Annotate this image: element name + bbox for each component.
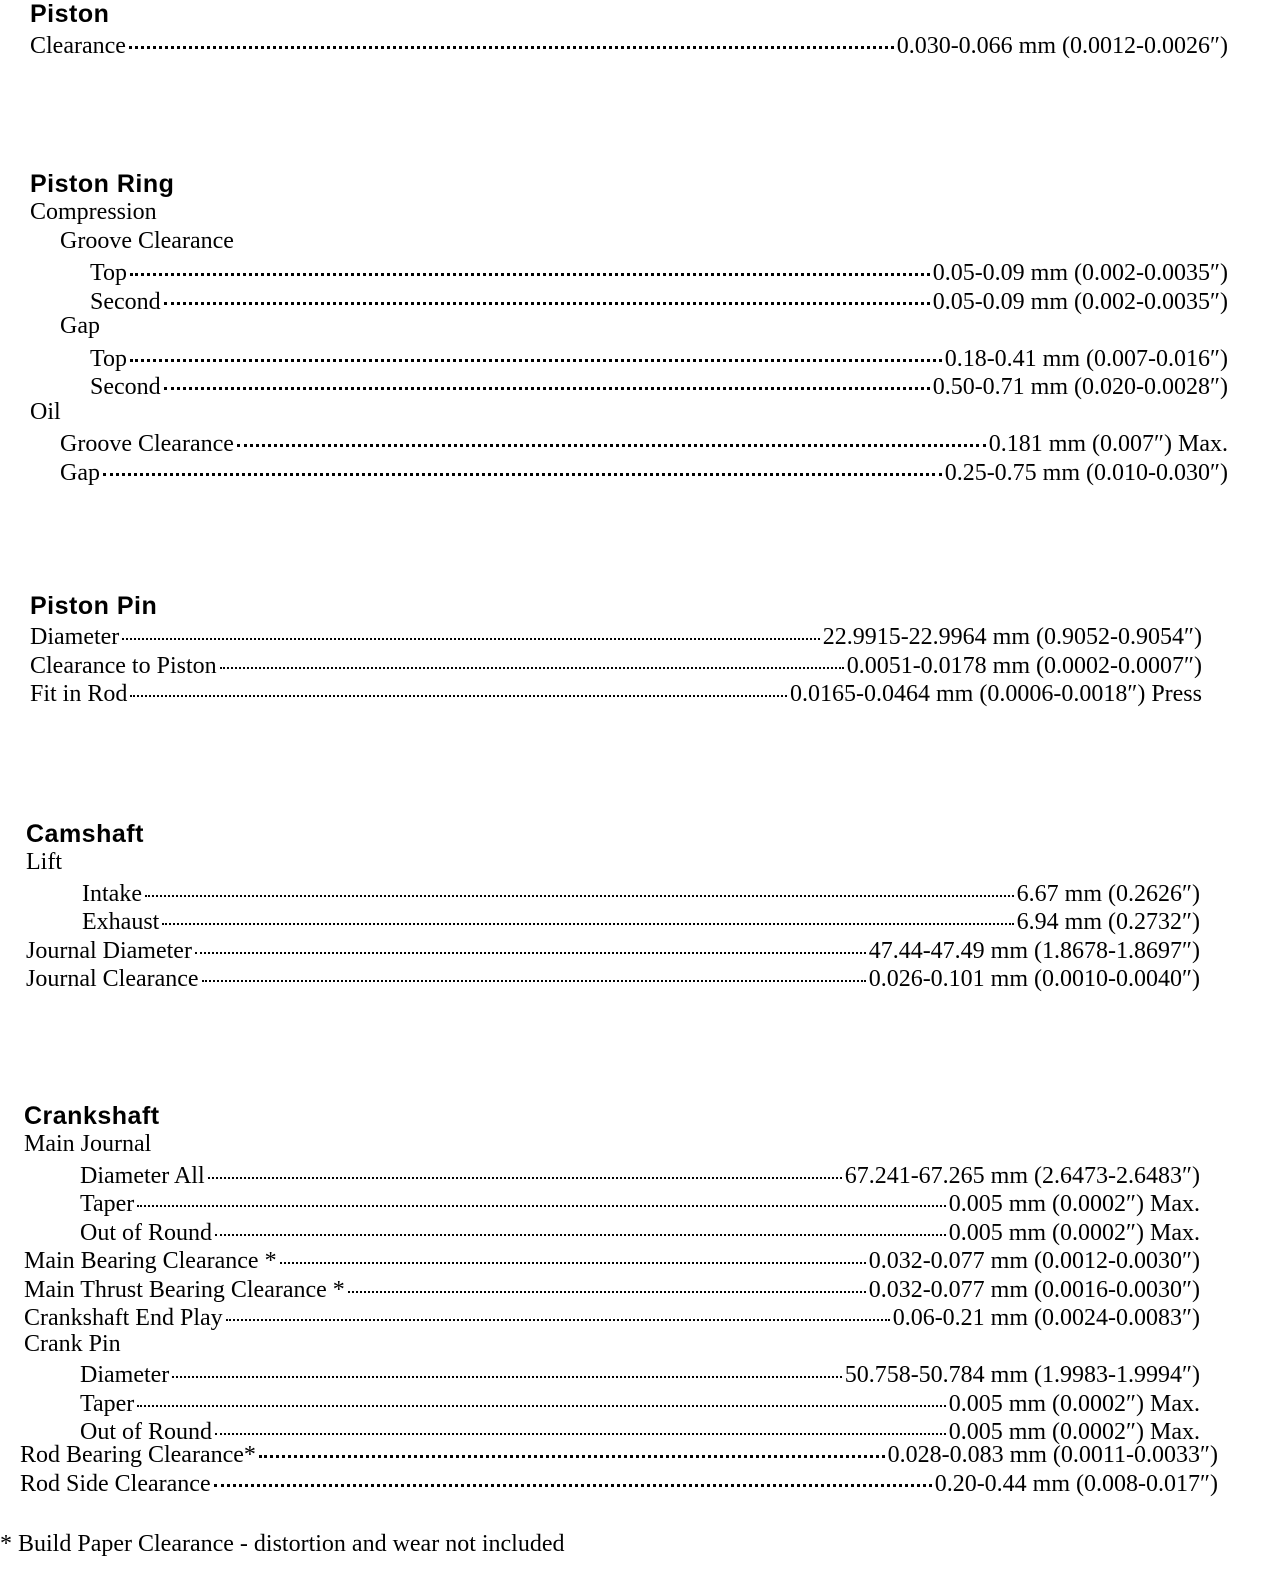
spec-label: Intake: [82, 880, 142, 907]
spec-value: 0.032-0.077 mm (0.0012-0.0030″): [868, 1248, 1200, 1274]
spec-label: Main Bearing Clearance *: [24, 1248, 277, 1274]
spec-label: Fit in Rod: [30, 681, 128, 707]
spec-label: Diameter All: [80, 1162, 205, 1189]
spec-row: [26, 962, 1200, 991]
dot-leader: [172, 1354, 841, 1378]
dot-leader: [129, 24, 894, 49]
spec-value: 0.0051-0.0178 mm (0.0002-0.0007″): [846, 652, 1202, 679]
spec-label: Rod Side Clearance: [20, 1470, 211, 1497]
dot-leader: [214, 1462, 932, 1487]
spec-value: 0.032-0.077 mm (0.0016-0.0030″): [868, 1276, 1200, 1303]
spec-value: 0.20-0.44 mm (0.008-0.017″): [934, 1470, 1218, 1497]
spec-label: Main Thrust Bearing Clearance *: [24, 1276, 345, 1303]
spec-label: Diameter: [80, 1362, 170, 1388]
spec-value: 0.005 mm (0.0002″) Max.: [948, 1390, 1200, 1417]
dot-leader: [208, 1155, 842, 1179]
section-title: Camshaft: [26, 820, 144, 848]
spec-value: 0.06-0.21 mm (0.0024-0.0083″): [892, 1305, 1200, 1331]
spec-row: [30, 369, 1228, 398]
spec-value: 6.67 mm (0.2626″): [1016, 880, 1200, 907]
spec-label: Out of Round: [80, 1419, 212, 1445]
spec-label: Journal Diameter: [26, 937, 192, 964]
spec-value: 47.44-47.49 mm (1.8678-1.8697″): [868, 937, 1200, 964]
footnote: * Build Paper Clearance - distortion and wear not included: [0, 1531, 565, 1557]
section-title: Piston Pin: [30, 592, 158, 620]
section-piston-ring: [30, 170, 1228, 486]
spec-label: Second: [90, 288, 161, 315]
spec-label: Top: [90, 345, 127, 372]
spec-label: Out of Round: [80, 1219, 212, 1246]
section-crankshaft: [24, 1102, 1200, 1444]
dot-leader: [280, 1240, 866, 1264]
section-camshaft: [26, 820, 1200, 991]
spec-value: 0.18-0.41 mm (0.007-0.016″): [944, 345, 1228, 372]
spec-value: 67.241-67.265 mm (2.6473-2.6483″): [844, 1162, 1200, 1189]
dot-leader: [215, 1411, 946, 1435]
spec-row: [24, 1301, 1200, 1330]
spec-value: 0.50-0.71 mm (0.020-0.0028″): [932, 374, 1228, 400]
spec-row: [30, 455, 1228, 484]
dot-leader: [195, 930, 866, 954]
dot-leader: [220, 645, 844, 669]
spec-label: Taper: [80, 1390, 135, 1417]
spec-label: Crankshaft End Play: [24, 1305, 223, 1331]
spec-label: Rod Bearing Clearance*: [20, 1442, 256, 1468]
spec-group-label: Main Journal: [24, 1131, 152, 1157]
spec-value: 0.0165-0.0464 mm (0.0006-0.0018″) Press: [790, 681, 1202, 707]
dot-leader: [259, 1433, 885, 1458]
spec-value: 0.030-0.066 mm (0.0012-0.0026″): [896, 33, 1228, 59]
dot-leader: [348, 1269, 866, 1293]
spec-group-label: Lift: [26, 849, 62, 875]
spec-group-label: Oil: [30, 398, 61, 425]
dot-leader: [215, 1212, 946, 1236]
spec-row: [30, 284, 1228, 313]
spec-label: Taper: [80, 1191, 135, 1217]
spec-label: Journal Clearance: [26, 966, 199, 992]
spec-value: 6.94 mm (0.2732″): [1016, 909, 1200, 935]
dot-leader: [162, 901, 1013, 925]
dot-leader: [130, 673, 787, 697]
dot-leader: [237, 422, 986, 447]
spec-value: 0.05-0.09 mm (0.002-0.0035″): [932, 288, 1228, 315]
section-piston: [30, 0, 1228, 57]
dot-leader: [130, 251, 930, 276]
section-title: Piston Ring: [30, 170, 175, 198]
spec-value: 0.05-0.09 mm (0.002-0.0035″): [932, 260, 1228, 286]
section-title: Crankshaft: [24, 1102, 160, 1130]
spec-subgroup-label: Groove Clearance: [60, 227, 234, 254]
spec-group-label: Compression: [30, 199, 157, 225]
spec-value: 0.005 mm (0.0002″) Max.: [948, 1191, 1200, 1217]
spec-row: [30, 677, 1202, 706]
spec-value: 0.028-0.083 mm (0.0011-0.0033″): [887, 1442, 1218, 1468]
spec-value: 0.181 mm (0.007″) Max.: [988, 431, 1228, 457]
spec-value: 50.758-50.784 mm (1.9983-1.9994″): [844, 1362, 1200, 1388]
spec-subgroup-label: Gap: [60, 313, 100, 339]
spec-value: 0.25-0.75 mm (0.010-0.030″): [944, 459, 1228, 486]
dot-leader: [137, 1183, 945, 1207]
spec-group-label: Crank Pin: [24, 1330, 121, 1357]
dot-leader: [226, 1297, 890, 1321]
dot-leader: [202, 958, 866, 982]
spec-label: Top: [90, 260, 127, 286]
dot-leader: [145, 873, 1014, 897]
spec-label: Gap: [60, 459, 100, 486]
dot-leader: [130, 337, 942, 362]
spec-label: Exhaust: [82, 909, 160, 935]
dot-leader: [122, 616, 819, 640]
spec-value: 0.026-0.101 mm (0.0010-0.0040″): [868, 966, 1200, 992]
spec-value: 0.005 mm (0.0002″) Max.: [948, 1219, 1200, 1246]
dot-leader: [164, 365, 930, 390]
section-title: Piston: [30, 0, 110, 28]
spec-row: [30, 28, 1228, 57]
spec-label: Clearance: [30, 33, 126, 59]
spec-label: Groove Clearance: [60, 431, 234, 457]
dot-leader: [164, 280, 930, 305]
spec-label: Clearance to Piston: [30, 652, 217, 679]
spec-value: 22.9915-22.9964 mm (0.9052-0.9054″): [822, 624, 1202, 650]
spec-value: 0.005 mm (0.0002″) Max.: [948, 1419, 1200, 1445]
dot-leader: [103, 451, 942, 476]
spec-label: Diameter: [30, 624, 120, 650]
section-piston-pin: [30, 592, 1202, 706]
section-rod: [20, 1437, 1218, 1497]
dot-leader: [137, 1383, 945, 1407]
spec-row: [20, 1466, 1218, 1495]
spec-label: Second: [90, 374, 161, 400]
